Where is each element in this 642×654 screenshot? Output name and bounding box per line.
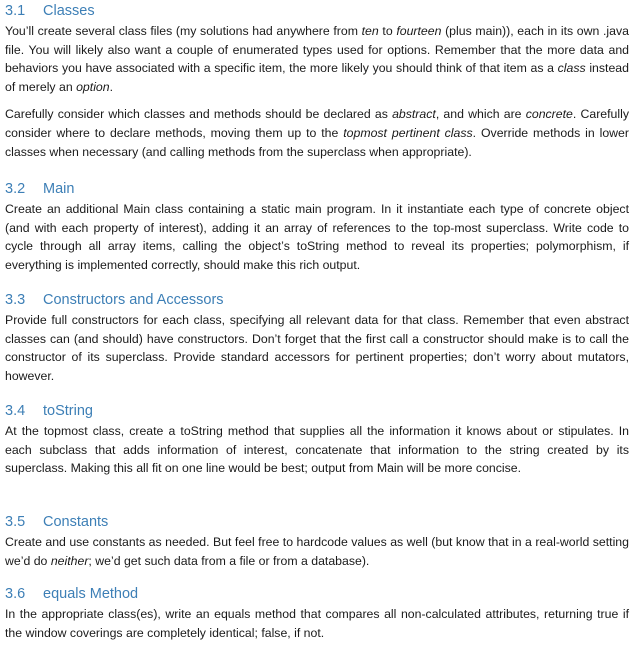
emphasis-text: option <box>76 79 110 94</box>
paragraph <box>5 200 629 274</box>
paragraph <box>5 22 629 96</box>
section-number: 3.4 <box>5 403 26 419</box>
section-heading <box>5 2 629 20</box>
text-run: Carefully consider which classes and methods should be declared as <box>5 107 393 122</box>
text-run: Provide full constructors for each class, specifying all relevant data for that class. Remember that even abstract classes can (and should) have constructors. Don’t forget that the first call a constructor should make is to call the constructor of its superclass. Provide standard accessors for pertinent properties; don’t worry about mutators, however. <box>5 313 629 383</box>
section-title: Classes <box>43 3 95 19</box>
emphasis-text: neither <box>50 553 89 568</box>
section-number: 3.3 <box>5 292 26 308</box>
section-heading <box>5 180 629 198</box>
paragraph <box>5 605 629 642</box>
text-run: to <box>378 24 397 38</box>
section-title: Main <box>43 181 75 197</box>
section-title: toString <box>43 403 93 419</box>
section-tostring <box>5 402 629 478</box>
section-heading <box>5 513 629 531</box>
section-title: Constants <box>43 514 109 530</box>
section-title: equals Method <box>43 586 139 602</box>
emphasis-text: abstract <box>392 107 436 122</box>
section-equals-method <box>5 585 629 642</box>
text-run: instead of merely an <box>5 61 629 94</box>
section-main <box>5 180 629 274</box>
section-number: 3.6 <box>5 586 26 602</box>
text-run: (plus main)), each in its own .java file. You will likely also want a couple of enumerated types used for options. Remember that the more data and behaviors you have associated with a specific item, the more likely you should think of that item as a <box>5 24 629 76</box>
text-run: You’ll create several class files (my solutions had anywhere from <box>5 24 362 38</box>
section-title: Constructors and Accessors <box>43 292 224 308</box>
section-heading <box>5 402 629 420</box>
section-constructors-accessors <box>5 291 629 385</box>
section-body <box>5 22 629 161</box>
paragraph <box>5 105 629 161</box>
emphasis-text: concrete <box>525 107 573 122</box>
text-run: In the appropriate class(es), write an equals method that compares all non-calculated attributes, returning true if the window coverings are completely identical; false, if not. <box>5 607 629 640</box>
section-body <box>5 422 629 478</box>
emphasis-text: class <box>557 61 586 76</box>
section-body <box>5 533 629 570</box>
emphasis-text: fourteen <box>396 24 442 38</box>
section-number: 3.1 <box>5 3 26 19</box>
section-number: 3.2 <box>5 181 26 197</box>
text-run: ; we’d get such data from a file or from a database). <box>88 553 370 568</box>
section-number: 3.5 <box>5 514 26 530</box>
section-heading <box>5 291 629 309</box>
section-heading <box>5 585 629 603</box>
emphasis-text: ten <box>361 24 379 38</box>
text-run: At the topmost class, create a toString method that supplies all the information it knows about or stipulates. In each subclass that adds information of interest, concatenate that information to the string created by its superclass. Making this all fit on one line would be best; output from Main will be more concise. <box>5 424 629 476</box>
section-body <box>5 200 629 274</box>
text-run: . Override methods in lower classes when necessary (and calling methods from the superclass when appropriate). <box>5 125 629 159</box>
section-body <box>5 311 629 385</box>
section-body <box>5 605 629 642</box>
text-run: , and which are <box>435 107 526 122</box>
emphasis-text: topmost pertinent class <box>343 125 473 140</box>
paragraph <box>5 422 629 478</box>
text-run: . Carefully consider where to declare methods, moving them up to the <box>5 107 629 140</box>
paragraph <box>5 311 629 385</box>
text-run: Create an additional Main class containing a static main program. In it instantiate each type of concrete object (and with each property of interest), adding it an array of references to the top-most superclass. Write code to cycle through all array items, calling the object’s toString method to reveal its properties; polymorphism, if everything is implemented correctly, should make this rich output. <box>5 202 629 272</box>
text-run: Create and use constants as needed. But feel free to hardcode values as well (but know that in a real-world setting we’d do <box>5 535 629 568</box>
section-constants <box>5 513 629 570</box>
section-classes <box>5 2 629 161</box>
paragraph <box>5 533 629 570</box>
text-run: . <box>109 79 114 94</box>
